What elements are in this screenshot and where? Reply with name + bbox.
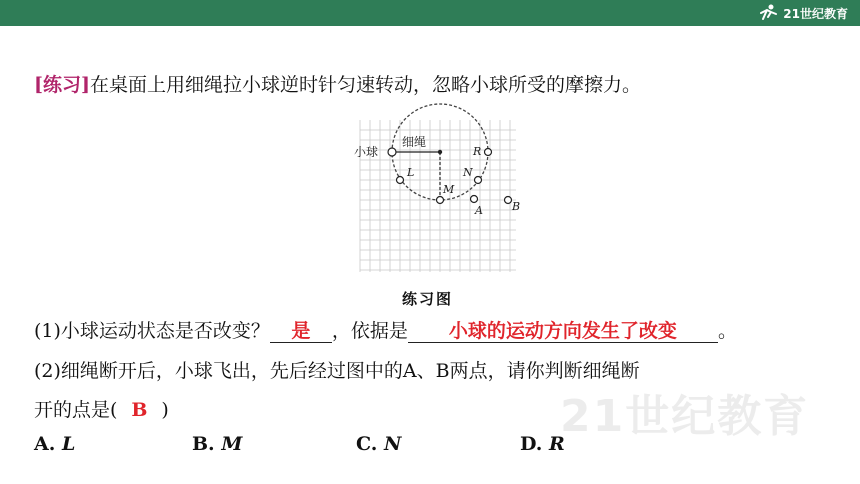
option-c[interactable] [356, 433, 401, 455]
exercise-tag: [练习] [34, 74, 90, 96]
top-banner [0, 0, 860, 26]
q1-blank-2 [408, 320, 718, 343]
q1-suffix: 。 [717, 320, 737, 342]
option-d[interactable] [520, 433, 565, 455]
q2-suffix: ) [161, 399, 169, 421]
label-N: N [463, 166, 473, 179]
point-M [437, 197, 444, 204]
label-M: M [443, 183, 455, 196]
question-1 [34, 316, 737, 343]
option-value: M [221, 433, 243, 455]
center-point [438, 150, 442, 154]
point-A [471, 196, 478, 203]
watermark: 21世纪教育 [560, 391, 810, 442]
ball-start [388, 148, 396, 156]
q2-answer: B [131, 399, 148, 421]
brand-name: 21世纪教育 [783, 6, 848, 21]
q1-answer-1: 是 [291, 320, 311, 342]
label-L: L [407, 166, 415, 179]
question-stem [34, 70, 641, 97]
option-value: R [549, 433, 565, 455]
q1-mid: ，依据是 [331, 320, 408, 342]
option-letter: A. [34, 433, 56, 455]
option-letter: B. [192, 433, 215, 455]
grid [360, 120, 516, 272]
practice-figure [350, 100, 520, 280]
point-B [505, 197, 512, 204]
point-N [475, 177, 482, 184]
label-B: B [512, 200, 520, 213]
point-R [485, 149, 492, 156]
q1-answer-2: 小球的运动方向发生了改变 [448, 320, 677, 342]
question-text: 在桌面上用细绳拉小球逆时针匀速转动，忽略小球所受的摩擦力。 [89, 74, 641, 96]
question-2-line-2 [34, 395, 169, 422]
option-value: L [61, 433, 76, 455]
point-L [397, 177, 404, 184]
brand-logo [757, 3, 848, 23]
q1-blank-1 [270, 320, 332, 343]
option-a[interactable] [34, 433, 75, 455]
option-b[interactable] [192, 433, 242, 455]
runner-icon [757, 4, 779, 22]
label-R: R [473, 145, 482, 158]
label-A: A [475, 204, 483, 217]
figure-caption: 练习图 [402, 290, 454, 308]
q1-prefix: (1)小球运动状态是否改变？ [34, 320, 270, 342]
option-letter: D. [520, 433, 543, 455]
option-letter: C. [356, 433, 378, 455]
option-value: N [384, 433, 402, 455]
question-2-line-1: (2)细绳断开后，小球飞出，先后经过图中的A、B两点，请你判断细绳断 [34, 360, 640, 382]
rope-label: 细绳 [402, 135, 427, 149]
q2-prefix: 开的点是( [34, 399, 118, 421]
ball-label: 小球 [354, 145, 379, 159]
